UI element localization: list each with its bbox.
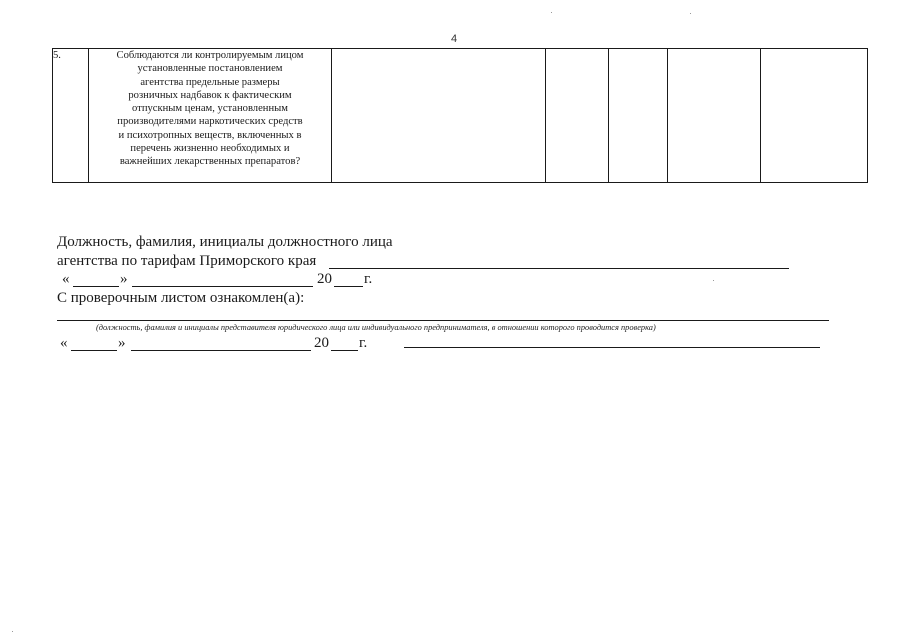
question-line: производителями наркотических средств [117,116,303,128]
representative-field[interactable] [57,320,829,321]
comment-cell[interactable] [761,49,868,183]
question-line: отпускным ценам, установленным [132,103,288,115]
date-year-prefix: 20 [317,271,332,287]
official-title-line1: Должность, фамилия, инициалы должностного лица [57,234,393,250]
question-line: установленные постановлением [137,63,283,75]
legal-basis-cell[interactable] [668,49,761,183]
representative-note: (должность, фамилия и инициалы представителя юридического лица или индивидуального предпринимателя, в отношении которого проводится проверка) [96,323,656,332]
rep-date-year-prefix: 20 [314,335,329,351]
rep-date-quote-open: « [60,335,68,351]
question-line: перечень жизненно необходимых и [130,143,290,155]
rep-date-year-field[interactable] [331,350,358,351]
rep-date-month-field[interactable] [131,350,311,351]
date-quote-close: » [120,271,128,287]
date-day-field[interactable] [73,286,119,287]
official-title-line2: агентства по тарифам Приморского края [57,253,317,269]
date-year-suffix: г. [364,271,373,287]
rep-signature-field[interactable] [404,347,820,348]
answer-cell-no[interactable] [546,49,609,183]
rep-date-day-field[interactable] [71,350,117,351]
scan-speck [713,280,714,281]
question-line: агентства предельные размеры [140,76,280,88]
row-number: 5. [53,49,89,183]
rep-date-quote-close: » [118,335,126,351]
page-number: 4 [451,33,458,45]
scan-speck [690,13,691,14]
official-signature-field[interactable] [329,268,789,269]
scan-speck [551,12,552,13]
question-line: Соблюдаются ли контролируемым лицом [116,50,304,61]
question-line: и психотропных веществ, включенных в [118,129,302,141]
question-cell [89,49,332,183]
date-year-field[interactable] [334,286,363,287]
answer-cell-yes[interactable] [332,49,546,183]
question-line: важнейших лекарственных препаратов? [119,156,301,168]
answer-cell-na[interactable] [609,49,668,183]
date-quote-open: « [62,271,70,287]
question-line: розничных надбавок к фактическим [128,89,292,101]
acquainted-label: С проверочным листом ознакомлен(а): [57,290,305,306]
table-row [53,49,868,183]
scan-speck [12,631,13,632]
rep-date-year-suffix: г. [359,335,368,351]
checklist-table [52,48,868,183]
date-month-field[interactable] [132,286,313,287]
